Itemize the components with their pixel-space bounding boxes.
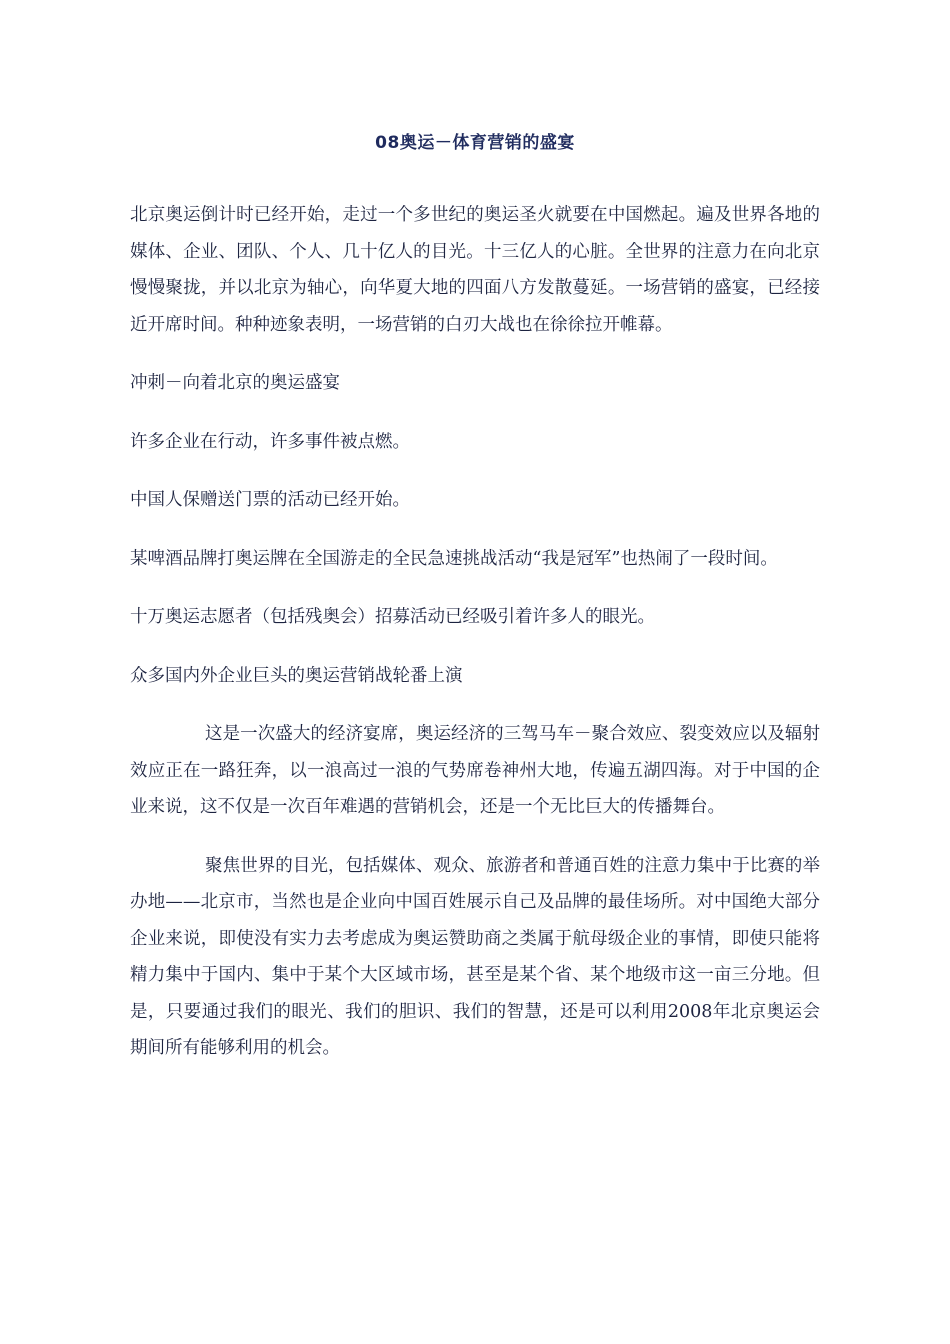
document-title: 08奥运－体育营销的盛宴 [375,133,575,153]
paragraph-focus: 聚焦世界的目光，包括媒体、观众、旅游者和普通百姓的注意力集中于比赛的举办地——北京市，当然也是企业向中国百姓展示自己及品牌的最佳场所。对中国绝大部分企业来说，即使没有实力去考虑成为奥运赞助商之类属于航母级企业的事情，即使只能将精力集中于国内、集中于某个大区域市场，甚至是某个省、某个地级市这一亩三分地。但是，只要通过我们的眼光、我们的胆识、我们的智慧，还是可以利用2008年北京奥运会期间所有能够利用的机会。 [130,855,820,1058]
document-body [130,197,820,1089]
paragraph-subheading: 冲刺－向着北京的奥运盛宴 [130,373,340,393]
paragraph: 众多国内外企业巨头的奥运营销战轮番上演 [130,665,463,686]
paragraph: 许多企业在行动，许多事件被点燃。 [130,431,410,452]
paragraph-intro: 北京奥运倒计时已经开始，走过一个多世纪的奥运圣火就要在中国燃起。遍及世界各地的媒体、企业、团队、个人、几十亿人的目光。十三亿人的心脏。全世界的注意力在向北京慢慢聚拢，并以北京为轴心，向华夏大地的四面八方发散蔓延。一场营销的盛宴，已经接近开席时间。种种迹象表明，一场营销的白刃大战也在徐徐拉开帷幕。 [130,205,820,335]
paragraph-economy: 这是一次盛大的经济宴席，奥运经济的三驾马车－聚合效应、裂变效应以及辐射效应正在一路狂奔，以一浪高过一浪的气势席卷神州大地，传遍五湖四海。对于中国的企业来说，这不仅是一次百年难遇的营销机会，还是一个无比巨大的传播舞台。 [130,724,820,817]
paragraph: 十万奥运志愿者（包括残奥会）招募活动已经吸引着许多人的眼光。 [130,607,655,627]
paragraph: 中国人保赠送门票的活动已经开始。 [130,490,410,510]
paragraph: 某啤酒品牌打奥运牌在全国游走的全民急速挑战活动“我是冠军”也热闹了一段时间。 [130,548,778,569]
